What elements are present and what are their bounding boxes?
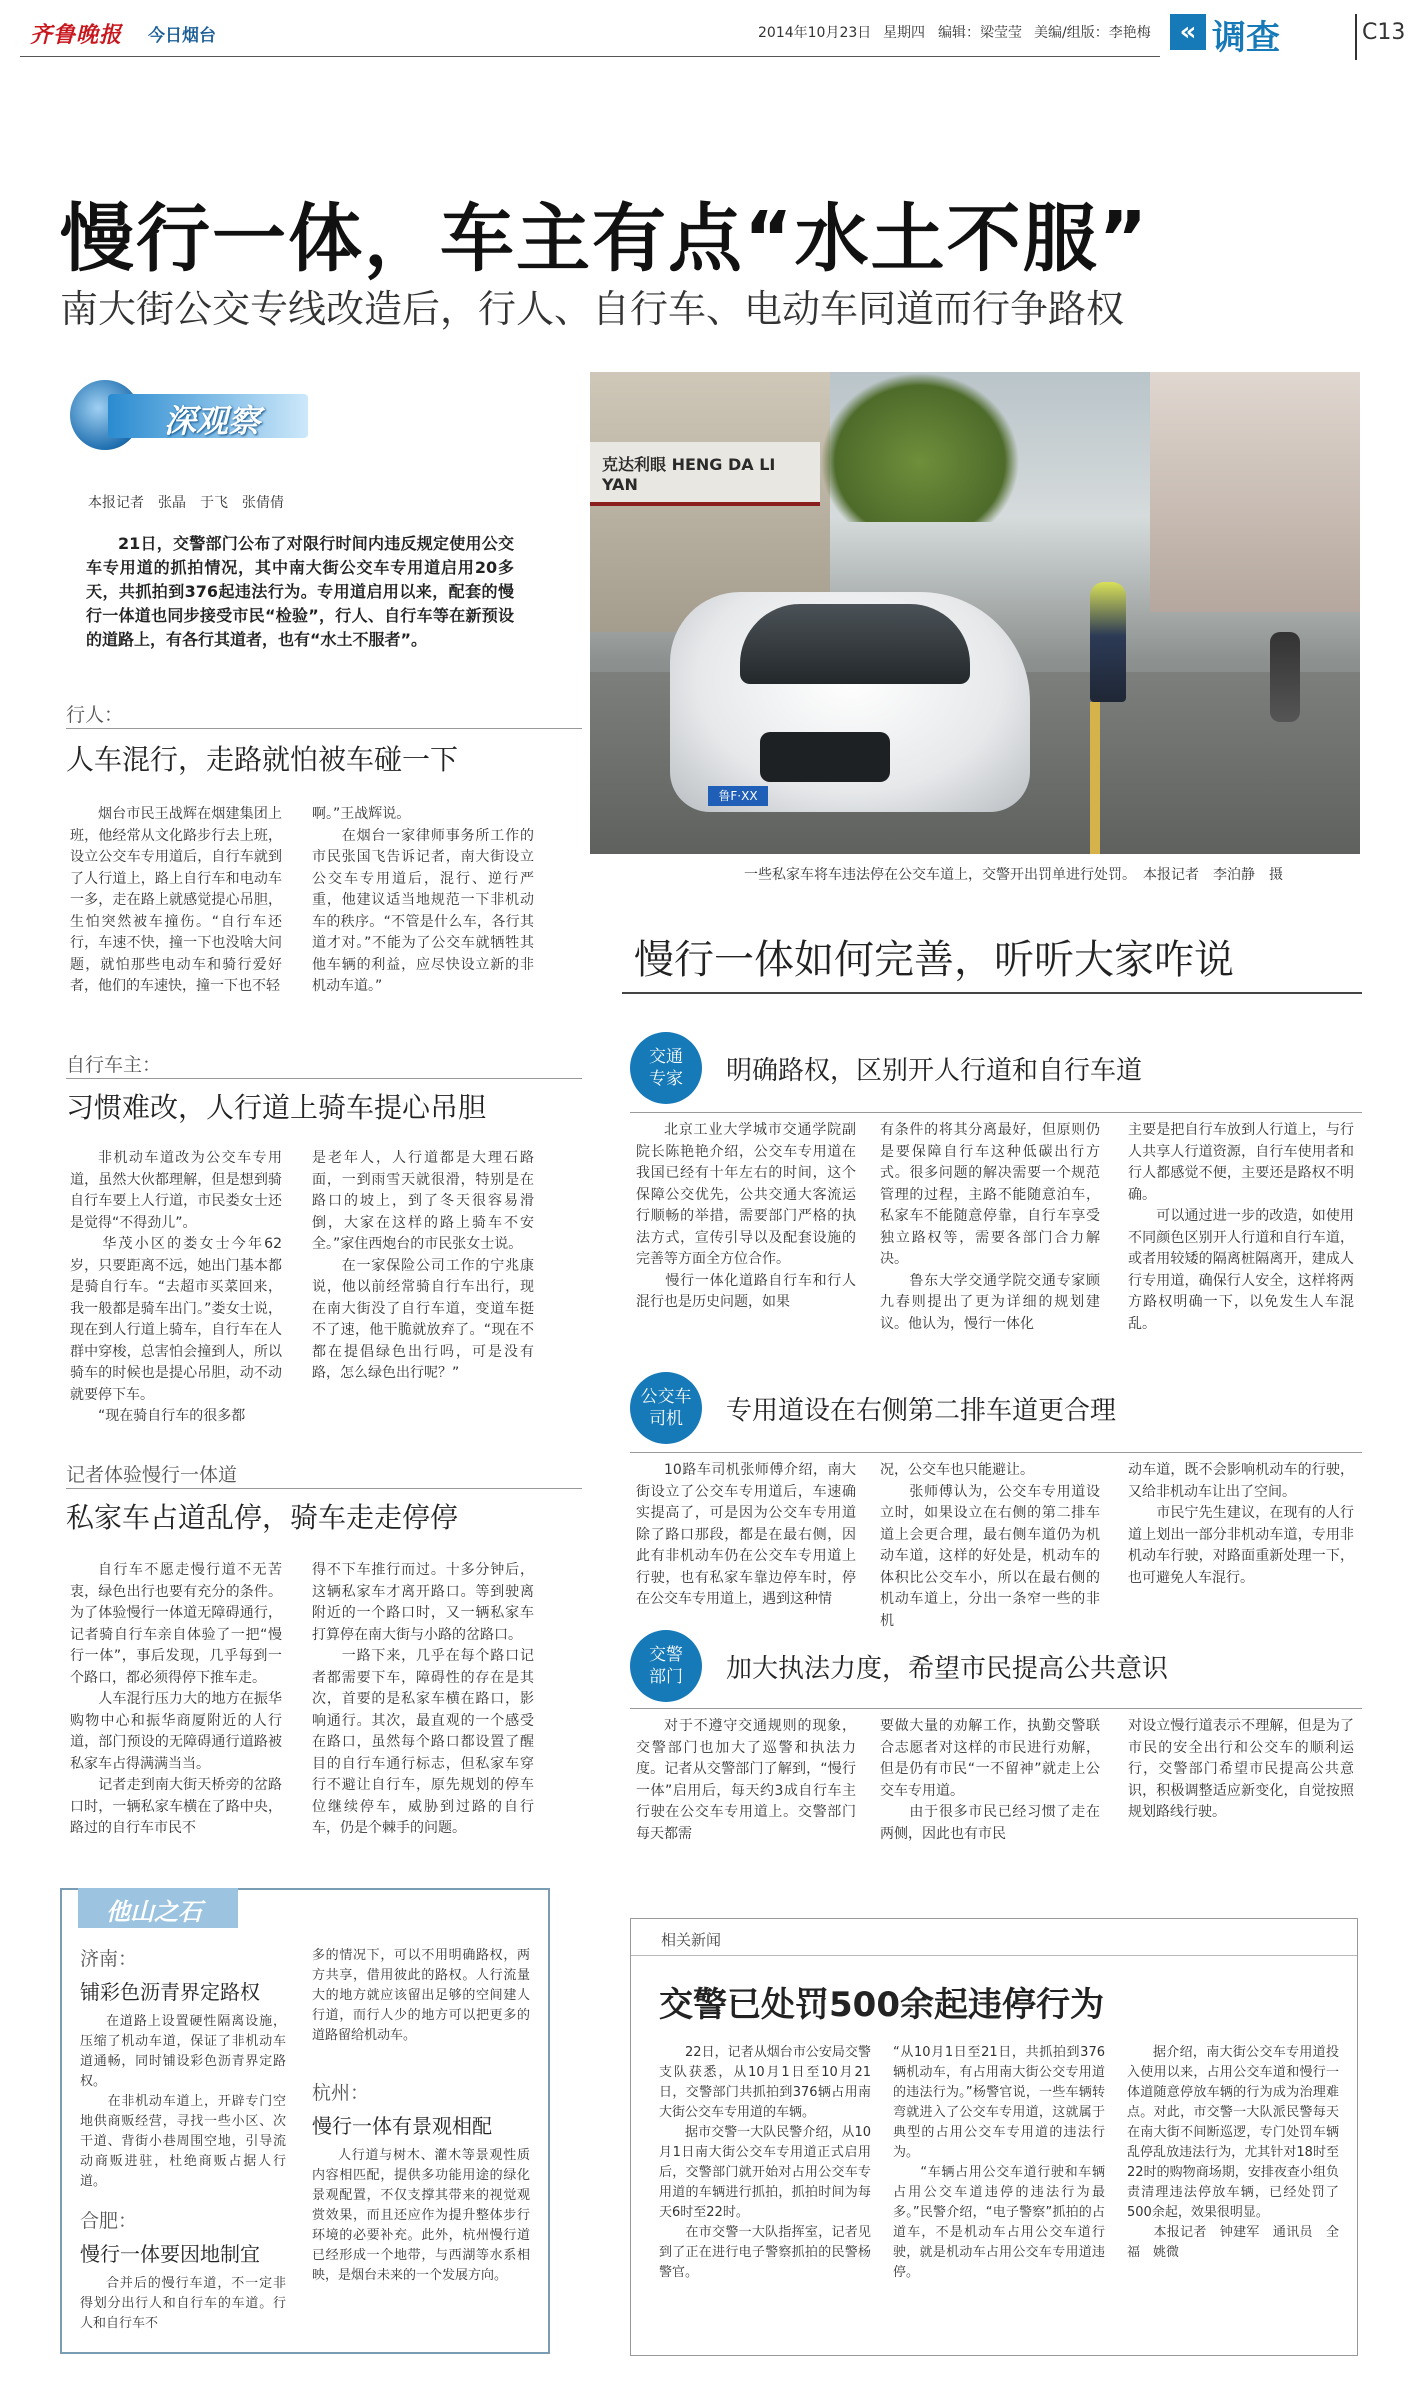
section-text-col2: 啊。”王战辉说。 在烟台一家律师事务所工作的市民张国飞告诉记者，南大街设立公交车专用道后，混行、逆行严重，他建议适当地规范一下非机动车的秩序。“不管是什么车，各行其道才对。”不能为了公交车就牺牲其他车辆的利益，应尽快设立新的非机动车道。” bbox=[312, 806, 534, 994]
section-heading-reporter: 私家车占道乱停，骑车走走停停 bbox=[66, 1501, 459, 1534]
section-text-col2: 得不下车推行而过。十多分钟后，这辆私家车才离开路口。等到驶离附近的一个路口时，又一辆私家车打算停在南大街与小路的岔路口。 一路下来，几乎在每个路口记者都需要下车，障碍性的存在是其次，首要的是私家车横在路口，影响通行。其次，最直观的一个感受在路口，虽然每个路口都设置了醒目的自行车通行标志，但私家车穿行不避让自行车，原先规划的停车位继续停车，威胁到过路的自行车，仍是个棘手的问题。 bbox=[312, 1562, 534, 1836]
photo-license-plate: 鲁F·XX bbox=[708, 786, 768, 806]
related-text-col3: 据介绍，南大街公交车专用道投入使用以来，占用公交车道和慢行一体道随意停放车辆的行为成为治理难点。对此，市交警一大队派民警每天在南大街不间断巡逻，专门处罚车辆乱停乱放违法行为，尤其针对18时至22时的购物商场期，安排夜查小组负责清理违法停放车辆，已经处罚了500余起，效果很明显。 本报记者 钟建军 通讯员 全福 姚微 bbox=[1127, 2045, 1339, 2260]
section-label-reporter: 记者体验慢行一体道 bbox=[66, 1464, 238, 1486]
page-number: C13 bbox=[1362, 20, 1406, 45]
main-headline: 慢行一体，车主有点“水土不服” bbox=[60, 196, 1150, 282]
tag-line1: 交警 bbox=[649, 1645, 683, 1665]
section-rule bbox=[66, 1488, 582, 1489]
photo-lane-line bbox=[1090, 702, 1100, 854]
item-text-col2: 有条件的将其分离最好，但原则仍是要保障自行车这种低碳出行方式。很多问题的解决需要一个规范管理的过程，主路不能随意泊车，私家车不能随意停靠，自行车享受独立路权等，需要各部门合力解决。 鲁东大学交通学院交通专家顾九春则提出了更为详细的规划建议。他认为，慢行一体化 bbox=[880, 1122, 1100, 1332]
column-chevron-icon: « bbox=[1170, 14, 1206, 50]
sidebar-box bbox=[60, 1888, 550, 2354]
photo-car-grille bbox=[760, 732, 890, 782]
related-news-title: 交警已处罚500余起违停行为 bbox=[659, 1985, 1104, 2025]
section-name: 今日烟台 bbox=[148, 26, 216, 46]
masthead-rule bbox=[20, 56, 1160, 57]
item-text-col3: 动车道，既不会影响机动车的行驶，又给非机动车让出了空间。 市民宁先生建议，在现有的人行道上划出一部分非机动车道，专用非机动车行驶，对路面重新处理一下，也可避免人车混行。 bbox=[1128, 1462, 1354, 1586]
photo-shop-sign-text: 克达利眼 HENG DA LI YAN bbox=[602, 455, 776, 494]
item-rule bbox=[630, 1112, 1362, 1113]
sidebar-jinan-label: 济南： bbox=[80, 1948, 138, 1970]
sidebar-title: 他山之石 bbox=[106, 1898, 202, 1926]
item-heading-bus-driver: 专用道设在右侧第二排车道更合理 bbox=[726, 1396, 1117, 1426]
masthead-designer: 美编/组版：李艳梅 bbox=[1034, 25, 1151, 41]
section-text-col1: 非机动车道改为公交车专用道，虽然大伙都理解，但是想到骑自行车要上人行道，市民娄女士还是觉得“不得劲儿”。 华茂小区的娄女士今年62岁，只要距离不远，她出门基本都是骑自行车。“去超市买菜回来，我一般都是骑车出门。”娄女士说，现在到人行道上骑车，自行车在人群中穿梭，总害怕会撞到人，所以骑车的时候也是提心吊胆，动不动就要停下车。 “现在骑自行车的很多都 bbox=[70, 1150, 282, 1424]
related-news-box bbox=[630, 1918, 1358, 2356]
related-text-col2: “从10月1日至21日，共抓拍到376辆机动车，有占用南大街公交专用道的违法行为。”杨警官说，一些车辆转弯就进入了公交车专用道，这就属于典型的占用公交车专用道的违法行为。 “车辆占用公交车道行驶和车辆占用公交车道违停的违法行为最多。”民警介绍，“电子警察”抓拍的占道车，不是机动车占用公交车道行驶，就是机动车占用公交车专用道违停。 bbox=[893, 2045, 1105, 2280]
item-text-col1: 北京工业大学城市交通学院副院长陈艳艳介绍，公交车专用道在我国已经有十年左右的时间，这个保障公交优先，公共交通大客流运行顺畅的举措，需要部门严格的执法方式，宣传引导以及配套设施的完善等方面全方位合作。 慢行一体化道路自行车和行人混行也是历史问题，如果 bbox=[636, 1122, 856, 1310]
sidebar-hefei-heading: 慢行一体要因地制宜 bbox=[80, 2242, 260, 2266]
masthead-divider bbox=[1355, 14, 1357, 60]
photo-car-windshield bbox=[740, 604, 970, 684]
item-text-col3: 主要是把自行车放到人行道上，与行人共享人行道资源，自行车使用者和行人都感觉不便，主要还是路权不明确。 可以通过进一步的改造，如使用不同颜色区别开人行道和自行车道，或者用较矮的隔离桩隔离开，建成人行专用道，确保行人安全，这样将两方路权明确一下，以免发生人车混乱。 bbox=[1128, 1122, 1354, 1332]
photo-caption: 一些私家车将车违法停在公交车道上，交警开出罚单进行处罚。 本报记者 李泊静 摄 bbox=[744, 867, 1283, 883]
right-section-rule bbox=[622, 992, 1362, 994]
sidebar-jinan-text: 在道路上设置硬性隔离设施，压缩了机动车道，保证了非机动车道通畅，同时铺设彩色沥青界定路权。 在非机动车道上，开辟专门空地供商贩经营，寻找一些小区、次干道、背街小巷周围空地，引导流动商贩进驻，杜绝商贩占据人行道。 bbox=[80, 2014, 286, 2189]
sidebar-hefei-label: 合肥： bbox=[80, 2210, 138, 2232]
tag-line2: 司机 bbox=[649, 1409, 683, 1429]
news-photo bbox=[590, 372, 1360, 854]
item-heading-traffic-police: 加大执法力度，希望市民提高公共意识 bbox=[726, 1654, 1169, 1684]
tag-line2: 部门 bbox=[649, 1667, 683, 1687]
column-title: 调查 bbox=[1212, 18, 1280, 58]
masthead-date: 2014年10月23日 bbox=[758, 25, 872, 41]
tag-bus-driver bbox=[630, 1372, 702, 1444]
related-news-label-rule bbox=[631, 1955, 1357, 1956]
item-rule bbox=[630, 1452, 1362, 1453]
tag-traffic-expert bbox=[630, 1032, 702, 1104]
tag-traffic-police bbox=[630, 1630, 702, 1702]
section-label-cyclist: 自行车主： bbox=[66, 1054, 162, 1076]
item-heading-expert: 明确路权，区别开人行道和自行车道 bbox=[726, 1056, 1143, 1086]
tag-line2: 专家 bbox=[649, 1069, 683, 1089]
masthead bbox=[0, 0, 1417, 72]
section-rule bbox=[66, 728, 582, 729]
section-text-col2: 是老年人，人行道都是大理石路面，一到雨雪天就很滑，特别是在路口的坡上，到了冬天很容易滑倒，大家在这样的路上骑车不安全。”家住西炮台的市民张女士说。 在一家保险公司工作的宁兆康说，他以前经常骑自行车出行，现在南大街没了自行车道，变道车挺不了速，他干脆就放弃了。“现在不都在提倡绿色出行吗，可是没有路，怎么绿色出行呢？” bbox=[312, 1150, 534, 1381]
tag-line1: 公交车 bbox=[640, 1387, 692, 1407]
item-text-col3: 对设立慢行道表示不理解，但是为了市民的安全出行和公交车的顺利运行，交警部门希望市民提高公共意识，积极调整适应新变化，自觉按照规划路线行驶。 bbox=[1128, 1718, 1354, 1820]
section-label-pedestrian: 行人： bbox=[66, 704, 124, 726]
item-text-col2: 要做大量的劝解工作，执勤交警联合志愿者对这样的市民进行劝解，但是仍有市民“一不留神”就走上公交车专用道。 由于很多市民已经习惯了走在两侧，因此也有市民 bbox=[880, 1718, 1100, 1842]
photo-officer bbox=[1090, 582, 1126, 702]
sidebar-hangzhou-text: 人行道与树木、灌木等景观性质内容相匹配，提供多功能用途的绿化景观配置，不仅支撑其带来的视觉观赏效果，而且还应作为提升整体步行环境的必要补充。此外，杭州慢行道已经形成一个地带，与西湖等水系相映，是烟台未来的一个发展方向。 bbox=[312, 2148, 530, 2283]
section-heading-pedestrian: 人车混行，走路就怕被车碰一下 bbox=[66, 743, 459, 776]
badge-text: 深观察 bbox=[164, 402, 261, 440]
item-text-col1: 10路车司机张师傅介绍，南大街设立了公交车专用道后，车速确实提高了，可是因为公交车专用道除了路口那段，都是在最右侧，因此有非机动车仍在公交车专用道上行驶，也有私家车靠边停车时，停在公交车专用道上，遇到这种情 bbox=[636, 1462, 856, 1607]
section-heading-cyclist: 习惯难改，人行道上骑车提心吊胆 bbox=[66, 1091, 487, 1124]
masthead-editor: 编辑：梁莹莹 bbox=[938, 25, 1022, 41]
tag-line1: 交通 bbox=[649, 1047, 683, 1067]
right-section-title: 慢行一体如何完善，听听大家咋说 bbox=[634, 937, 1234, 983]
sidebar-hefei-text: 合并后的慢行车道，不一定非得划分出行人和自行车的车道。行人和自行车不 bbox=[80, 2276, 286, 2331]
lead-paragraph: 21日，交警部门公布了对限行时间内违反规定使用公交车专用道的抓拍情况，其中南大街公交车专用道启用20多天，共抓拍到376起违法行为。专用道启用以来，配套的慢行一体道也同步接受市民“检验”，行人、自行车等在新预设的道路上，有各行其道者，也有“水土不服者”。 bbox=[86, 534, 514, 649]
item-rule bbox=[630, 1708, 1362, 1709]
photo-tree bbox=[820, 372, 1020, 522]
item-text-col1: 对于不遵守交通规则的现象，交警部门也加大了巡警和执法力度。记者从交警部门了解到，“慢行一体”启用后，每天约3成自行车主行驶在公交车专用道上。交警部门每天都需 bbox=[636, 1718, 856, 1842]
sidebar-jinan-heading: 铺彩色沥青界定路权 bbox=[80, 1980, 260, 2004]
section-rule bbox=[66, 1078, 582, 1079]
deep-observation-badge bbox=[64, 372, 314, 456]
sidebar-hangzhou-label: 杭州： bbox=[312, 2082, 370, 2104]
related-text-col1: 22日，记者从烟台市公安局交警支队获悉，从10月1日至10月21日，交警部门共抓拍到376辆占用南大街公交车专用道的车辆。 据市交警一大队民警介绍，从10月1日南大街公交车专用道正式启用后，交警部门就开始对占用公交车专用道的车辆进行抓拍，抓拍时间为每天6时至22时。 在市交警一大队指挥室，记者见到了正在进行电子警察抓拍的民警杨警官。 bbox=[659, 2045, 871, 2280]
photo-cyclist bbox=[1270, 632, 1300, 722]
sidebar-col2-text: 多的情况下，可以不用明确路权，两方共享，借用彼此的路权。人行流量大的地方就应该留出足够的空间建人行道，而行人少的地方可以把更多的道路留给机动车。 bbox=[312, 1948, 530, 2043]
section-text-col1: 烟台市民王战辉在烟建集团上班，他经常从文化路步行去上班，设立公交车专用道后，自行车就到了人行道上，路上自行车和电动车一多，走在路上就感觉提心吊胆，生怕突然被车撞伤。“自行车还行，车速不快，撞一下也没啥大问题，就怕那些电动车和骑行爱好者，他们的车速快，撞一下也不轻 bbox=[70, 806, 282, 994]
sidebar-hangzhou-heading: 慢行一体有景观相配 bbox=[312, 2114, 492, 2138]
section-text-col1: 自行车不愿走慢行道不无苦衷，绿色出行也要有充分的条件。为了体验慢行一体道无障碍通行，记者骑自行车亲自体验了一把“慢行一体”，事后发现，几乎每到一个路口，都必须得停下推车走。 人车混行压力大的地方在振华购物中心和振华商厦附近的人行道，部门预设的无障碍通行道路被私家车占得满满当当。 记者走到南大街天桥旁的岔路口时，一辆私家车横在了路中央，路过的自行车市民不 bbox=[70, 1562, 282, 1836]
photo-building-right bbox=[1150, 372, 1360, 612]
item-text-col2: 况，公交车也只能避让。 张师傅认为，公交车专用道设立时，如果设立在右侧的第二排车道上会更合理，最右侧车道仍为机动车道，这样的好处是，机动车的体积比公交车小，所以在最右侧的机动车道上，分出一条窄一些的非机 bbox=[880, 1462, 1100, 1629]
newspaper-logo: 齐鲁晚报 bbox=[30, 22, 123, 48]
masthead-weekday: 星期四 bbox=[883, 25, 925, 41]
related-news-label: 相关新闻 bbox=[661, 1931, 722, 1949]
sub-headline: 南大街公交专线改造后，行人、自行车、电动车同道而行争路权 bbox=[60, 287, 1125, 331]
byline: 本报记者 张晶 于飞 张倩倩 bbox=[88, 495, 284, 511]
